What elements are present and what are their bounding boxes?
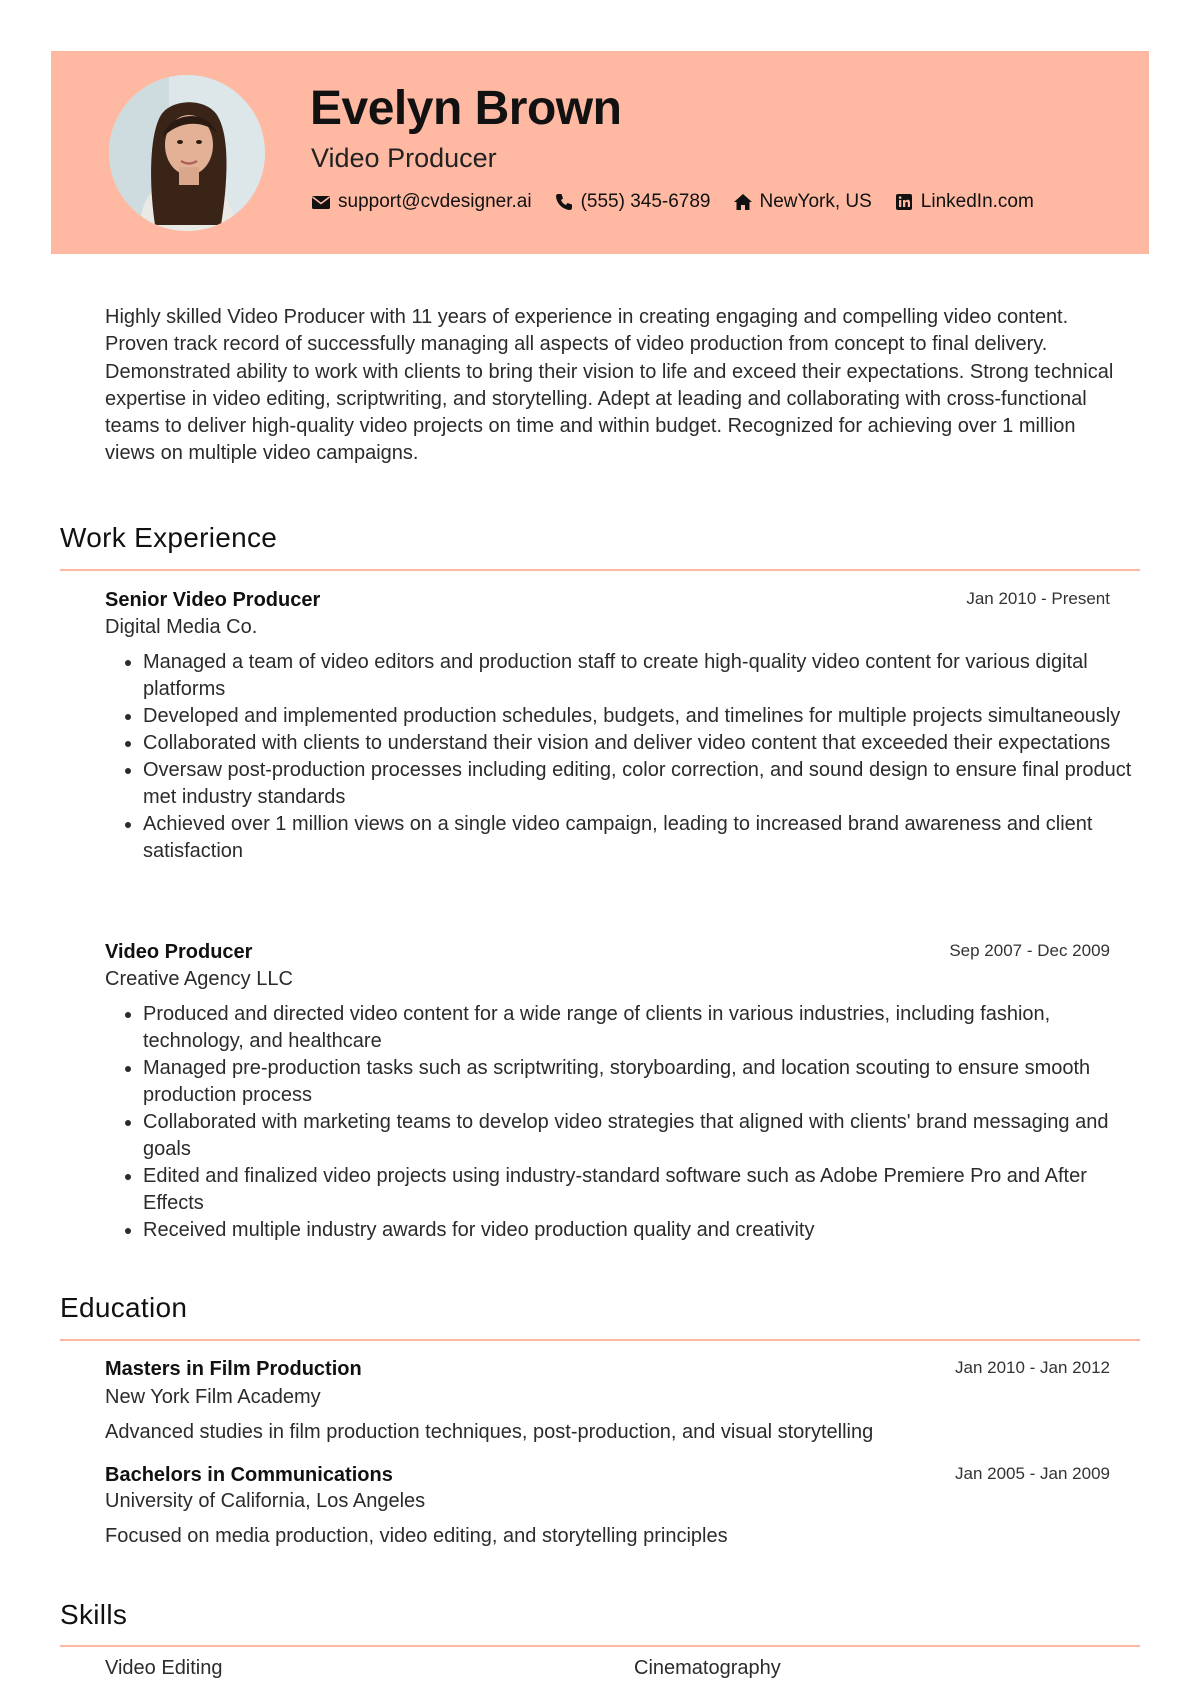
degree-description: Focused on media production, video editing, and storytelling principles (105, 1525, 728, 1547)
resume-header (51, 51, 1149, 254)
linkedin-icon (894, 192, 914, 212)
skill-item: Video Editing (105, 1657, 223, 1679)
list-item: • Managed a team of video editors and production staff to create high-quality video content for various digital platforms (143, 649, 1153, 703)
list-item: • Managed pre-production tasks such as scriptwriting, storyboarding, and location scouting to ensure smooth production process (143, 1055, 1153, 1109)
job-bullets (105, 1001, 1153, 1244)
contact-bar (311, 191, 1034, 213)
contact-location (733, 191, 872, 213)
job-bullets (105, 649, 1153, 865)
candidate-name: Evelyn Brown (310, 82, 622, 135)
phone-icon (554, 192, 574, 212)
job-company: Creative Agency LLC (105, 968, 293, 990)
work-experience-heading: Work Experience (60, 522, 278, 553)
contact-linkedin-text[interactable]: LinkedIn.com (920, 191, 1034, 212)
job-title: Video Producer (105, 941, 253, 963)
contact-location-text: NewYork, US (759, 191, 872, 212)
education-heading: Education (60, 1292, 188, 1323)
contact-email-text[interactable]: support@cvdesigner.ai (338, 191, 532, 212)
contact-email[interactable] (311, 191, 532, 213)
school-name: University of California, Los Angeles (105, 1490, 426, 1512)
degree-dates: Jan 2010 - Jan 2012 (954, 1358, 1110, 1377)
contact-phone[interactable] (554, 191, 711, 213)
profile-photo-image (109, 75, 265, 231)
degree-description: Advanced studies in film production techniques, post-production, and visual storytelling (105, 1421, 874, 1443)
job-dates: Sep 2007 - Dec 2009 (949, 941, 1110, 960)
job-company: Digital Media Co. (105, 616, 258, 638)
envelope-icon (311, 192, 331, 212)
candidate-title: Video Producer (311, 143, 497, 173)
list-item: • Collaborated with clients to understand their vision and deliver video content that exceeded their expectations (143, 730, 1153, 757)
job-title: Senior Video Producer (105, 589, 321, 611)
job-dates: Jan 2010 - Present (966, 589, 1110, 608)
list-item: • Collaborated with marketing teams to develop video strategies that aligned with clients' brand messaging and goals (143, 1109, 1153, 1163)
degree-title: Masters in Film Production (105, 1358, 362, 1380)
degree-dates: Jan 2005 - Jan 2009 (954, 1464, 1110, 1483)
summary-paragraph: Highly skilled Video Producer with 11 years of experience in creating engaging and compelling video content. Proven track record of successfully managing all aspects of video production from concept to final delivery. Demonstrated ability to work with clients to bring their vision to life and exceed their expectations. Strong technical expertise in video editing, scriptwriting, and storytelling. Adept at leading and collaborating with cross-functional teams to deliver high-quality video projects on time and within budget. Recognized for achieving over 1 million views on multiple video campaigns. (105, 306, 1114, 465)
list-item: • Produced and directed video content for a wide range of clients in various industries, including fashion, technology, and healthcare (143, 1001, 1153, 1055)
list-item: • Received multiple industry awards for video production quality and creativity (143, 1217, 1153, 1244)
skill-item: Cinematography (634, 1657, 781, 1679)
school-name: New York Film Academy (105, 1386, 321, 1408)
list-item: • Edited and finalized video projects using industry-standard software such as Adobe Premiere Pro and After Effects (143, 1163, 1153, 1217)
degree-title: Bachelors in Communications (105, 1464, 393, 1486)
list-item: • Oversaw post-production processes including editing, color correction, and sound design to ensure final product met industry standards (143, 757, 1153, 811)
contact-linkedin[interactable] (894, 191, 1034, 213)
profile-photo (109, 75, 265, 231)
skills-heading: Skills (60, 1599, 128, 1630)
section-divider (60, 1339, 1140, 1341)
home-icon (733, 192, 753, 212)
list-item: • Achieved over 1 million views on a single video campaign, leading to increased brand awareness and client satisfaction (143, 811, 1153, 865)
section-divider (60, 1645, 1140, 1647)
contact-phone-text[interactable]: (555) 345-6789 (580, 191, 711, 212)
list-item: • Developed and implemented production schedules, budgets, and timelines for multiple projects simultaneously (143, 703, 1153, 730)
section-divider (60, 569, 1140, 571)
